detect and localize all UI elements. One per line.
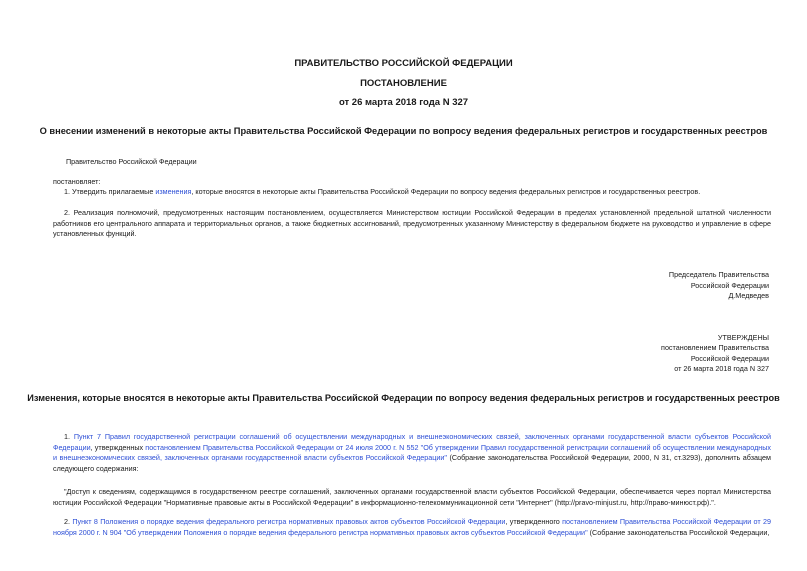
document-subject: О внесении изменений в некоторые акты Правительства Российской Федерации по вопросу ведения федеральных регистров и государственных реестров bbox=[39, 126, 768, 136]
change-item-2 bbox=[53, 517, 771, 538]
change-2-text-4: (Собрание законодательства Российской Федерации, bbox=[587, 527, 770, 537]
change-1-point-link[interactable]: Пункт 7 bbox=[73, 432, 101, 441]
document-date-number: от 26 марта 2018 года N 327 bbox=[338, 97, 469, 108]
change-1-text-4: (Собрание законодательства Российской Федерации, 2000, N 31, ст.3293), дополнить абзацем следующего содержания: bbox=[53, 453, 771, 473]
change-item-1 bbox=[53, 432, 771, 474]
change-2-resolution-link[interactable]: постановлением Правительства Российской Федерации от 29 ноября 2000 г. N 904 bbox=[53, 517, 771, 537]
signature-title: Председатель Правительства bbox=[668, 270, 769, 279]
government-heading: ПРАВИТЕЛЬСТВО РОССИЙСКОЙ ФЕДЕРАЦИИ bbox=[294, 58, 513, 69]
approved-line-2: постановлением Правительства bbox=[661, 343, 769, 353]
document-type: ПОСТАНОВЛЕНИЕ bbox=[360, 78, 447, 89]
signature-title-2: Российской Федерации bbox=[690, 280, 769, 290]
change-1-resolution-link[interactable]: постановлением Правительства Российской Федерации от 24 июля 2000 г. N 552 bbox=[145, 442, 419, 452]
signature-name: Д.Медведев bbox=[728, 291, 769, 301]
resolves-line: постановляет: bbox=[53, 177, 101, 186]
change-2-title-link[interactable]: "Об утверждении Положения о порядке ведения федерального регистра нормативных правовых актов субъектов Российской Федерации" bbox=[123, 527, 588, 537]
approved-line-4: от 26 марта 2018 года N 327 bbox=[674, 364, 769, 374]
change-1-quote: "Доступ к сведениям, содержащимся в государственном реестре соглашений, заключенных органами государственной власти субъектов Российской Федерации, обеспечивается через портал Министерства юстиции Российской Федерации "Нормативные правовые акты в Российской Федерации" в информационно-телекоммуникационной сети "Интернет" (http://pravo-minjust.ru, http://право-минюст.рф).". bbox=[53, 487, 771, 507]
changes-link[interactable]: изменения bbox=[155, 187, 192, 196]
change-1-rules-link[interactable]: Правил государственной регистрации соглашений об осуществлении международных и внешнеэкономических связей, заключенных органами государственной власти субъектов Российской Федерации bbox=[53, 432, 772, 452]
change-2-point-link[interactable]: Пункт 8 bbox=[72, 517, 98, 526]
change-2-text-2: , утвержденного bbox=[505, 517, 563, 526]
change-1-number: 1. bbox=[64, 432, 74, 441]
paragraph-2: 2. Реализация полномочий, предусмотренных настоящим постановлением, осуществляется Министерством юстиции Российской Федерации в пределах установленной предельной штатной численности работников его центрального аппарата и территориальных органов, а также бюджетных ассигнований, предусмотренных указанному Министерству в федеральном бюджете на руководство и управление в сфере установленных функций. bbox=[53, 208, 771, 239]
paragraph-1-suffix: , которые вносятся в некоторые акты Правительства Российской Федерации по вопросу ведения федеральных регистров и государственных реестров. bbox=[191, 187, 701, 196]
approved-block bbox=[469, 333, 769, 375]
change-2-number: 2. bbox=[64, 517, 73, 526]
government-line: Правительство Российской Федерации bbox=[66, 157, 197, 166]
paragraph-1 bbox=[53, 187, 773, 198]
change-1-text-2: , утвержденных bbox=[90, 442, 146, 452]
change-1-title-link[interactable]: "Об утверждении Правил государственной регистрации соглашений об осуществлении международных и внешнеэкономических связей, заключенных органами государственной власти субъектов Российской Федерации" bbox=[53, 442, 772, 463]
approved-label: УТВЕРЖДЕНЫ bbox=[717, 333, 769, 342]
paragraph-1-prefix: 1. Утвердить прилагаемые bbox=[64, 187, 156, 196]
signature-block bbox=[469, 270, 769, 302]
changes-title: Изменения, которые вносятся в некоторые акты Правительства Российской Федерации по вопросу ведения федеральных регистров и государственных реестров bbox=[27, 393, 780, 403]
change-2-regulation-link[interactable]: Положения о порядке ведения федерального регистра нормативных правовых актов субъектов Российской Федерации bbox=[100, 517, 506, 526]
approved-line-3: Российской Федерации bbox=[690, 353, 769, 363]
